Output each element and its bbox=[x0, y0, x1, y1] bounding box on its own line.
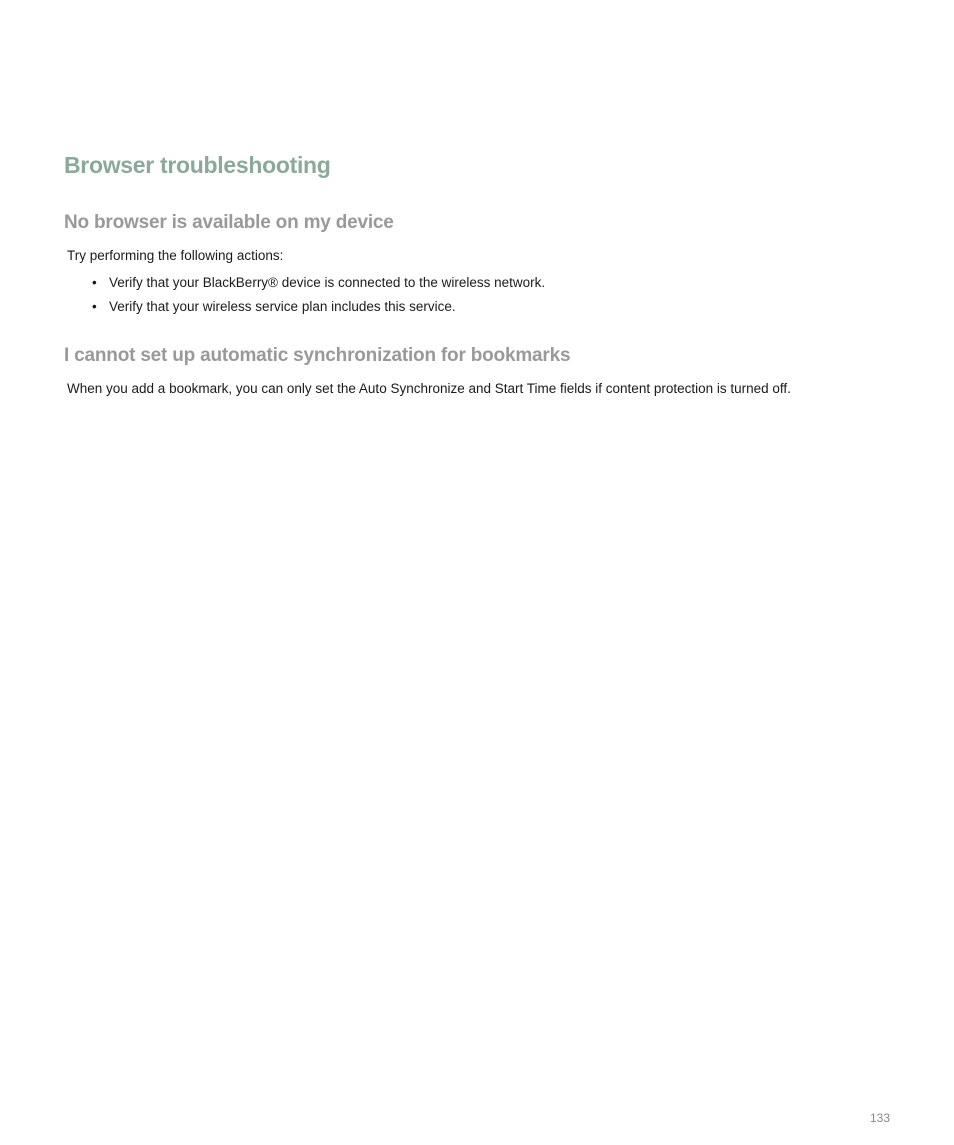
section-body-text: When you add a bookmark, you can only set the Auto Synchronize and Start Time fields if content protection is turned off. bbox=[67, 381, 791, 396]
section-heading-no-browser: No browser is available on my device bbox=[64, 212, 394, 233]
section-heading-bookmark-sync: I cannot set up automatic synchronization for bookmarks bbox=[64, 345, 571, 366]
page-number: 133 bbox=[869, 1111, 890, 1125]
list-item bbox=[92, 271, 545, 295]
list-item-text: Verify that your BlackBerry® device is connected to the wireless network. bbox=[109, 275, 546, 290]
action-bullet-list bbox=[92, 271, 545, 319]
section-intro-text: Try performing the following actions: bbox=[67, 248, 284, 263]
bullet-icon: • bbox=[92, 275, 97, 290]
list-item bbox=[92, 295, 545, 319]
page-title: Browser troubleshooting bbox=[64, 152, 331, 178]
list-item-text: Verify that your wireless service plan includes this service. bbox=[109, 299, 456, 314]
bullet-icon: • bbox=[92, 299, 97, 314]
